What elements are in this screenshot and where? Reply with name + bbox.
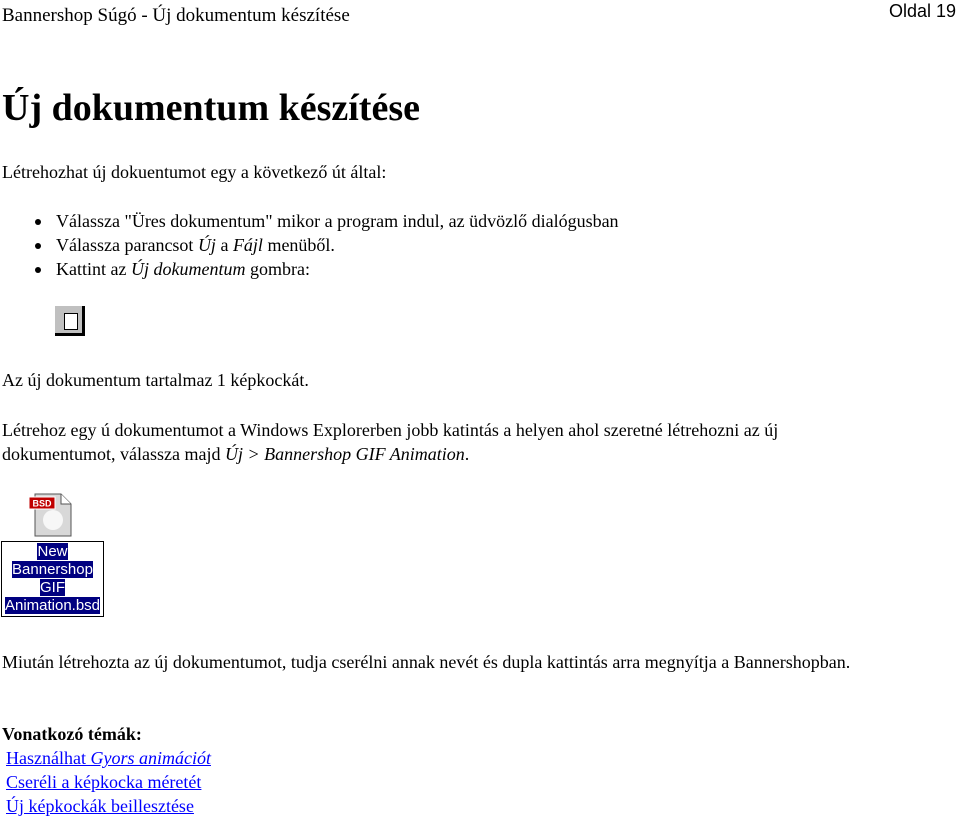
list-item-text: gombra:	[245, 259, 310, 279]
button-name: Új dokumentum	[130, 259, 246, 279]
list-item-text: Válassza "Üres dokumentum" mikor a program indul, az üdvözlő dialógusban	[56, 211, 619, 231]
list-item-text: Kattint az	[56, 259, 131, 279]
link-insert-frames[interactable]: Új képkockák beillesztése	[6, 796, 194, 816]
method-list	[0, 209, 619, 281]
list-item	[0, 257, 619, 281]
list-item-text: a	[215, 235, 233, 255]
link-change-frame-size[interactable]: Cseréli a képkocka méretét	[6, 772, 202, 792]
file-label	[1, 541, 104, 617]
document-title: Bannershop Súgó - Új dokumentum készítése	[2, 5, 350, 26]
related-topics-title: Vonatkozó témák:	[2, 724, 142, 744]
explorer-text-body: Létrehoz egy ú dokumentumot a Windows Explorerben jobb katintás a helyen ahol szeretné létrehozni az új dokumentumot, válassza majd	[2, 420, 779, 464]
page-number: Oldal 19	[888, 1, 956, 21]
menu-command: Új	[197, 235, 216, 255]
intro-text: Létrehozhat új dokuentumot egy a következő út által:	[2, 162, 387, 182]
new-document-button-image	[55, 306, 85, 336]
explorer-menu-path: Új > Bannershop GIF Animation	[224, 444, 465, 464]
file-label-line: Animation.bsd	[4, 597, 101, 614]
page-heading: Új dokumentum készítése	[2, 87, 420, 129]
bsd-badge: BSD	[32, 498, 52, 509]
explorer-text	[2, 418, 842, 466]
frames-text: Az új dokumentum tartalmaz 1 képkockát.	[2, 370, 309, 390]
menu-name: Fájl	[232, 235, 263, 255]
link-text[interactable]: Használhat	[6, 748, 91, 768]
list-item-text: Válassza parancsot	[56, 235, 198, 255]
file-label-line: GIF	[40, 579, 65, 596]
list-item	[0, 209, 619, 233]
file-label-line: Bannershop	[12, 561, 93, 578]
link-text-em[interactable]: Gyors animációt	[90, 748, 211, 768]
file-label-line: New	[37, 543, 68, 560]
rename-text: Miután létrehozta az új dokumentumot, tudja cserélni annak nevét és dupla kattintás arra megnyítja a Bannershopban.	[2, 652, 851, 672]
explorer-text-end: .	[464, 444, 470, 464]
list-item	[0, 233, 619, 257]
new-document-icon	[64, 313, 78, 330]
related-links	[6, 746, 211, 818]
link-quick-animation[interactable]	[6, 748, 211, 768]
list-item-text: menüből.	[262, 235, 335, 255]
bsd-file-icon	[27, 492, 75, 538]
